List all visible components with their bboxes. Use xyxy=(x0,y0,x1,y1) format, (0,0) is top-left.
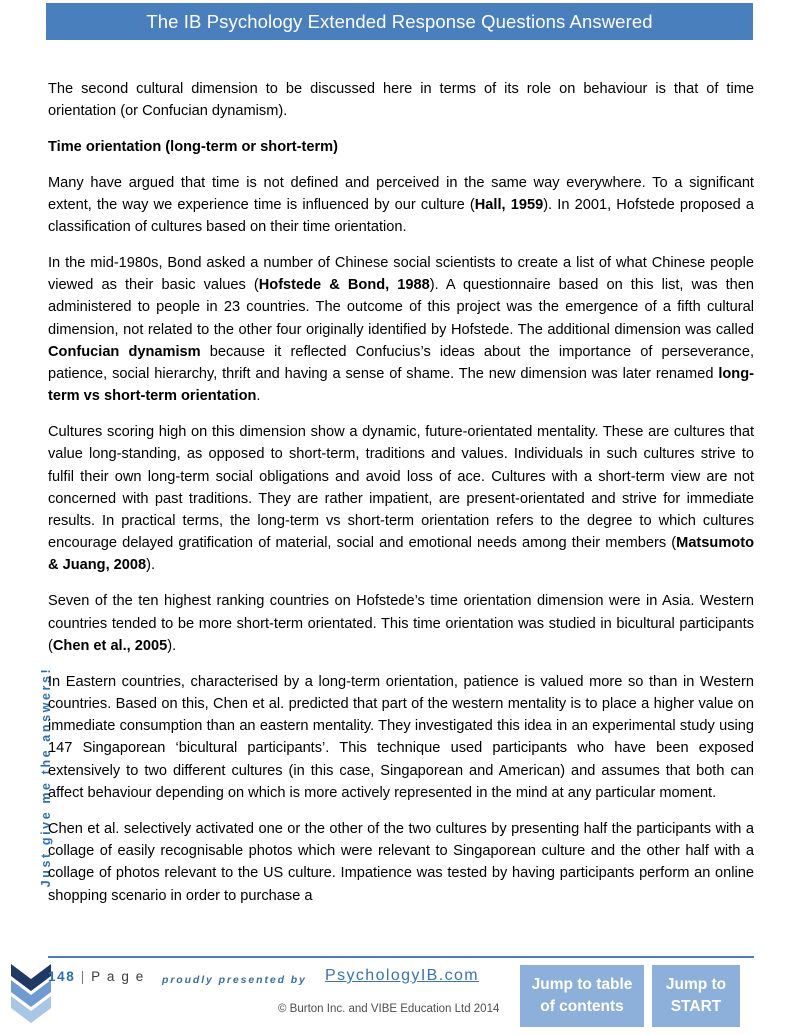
body-paragraph xyxy=(48,818,754,907)
body-paragraph xyxy=(48,421,754,576)
page-title: The IB Psychology Extended Response Questions Answered xyxy=(146,10,653,32)
emphasis-citation: Chen et al., 2005 xyxy=(52,637,168,654)
page-number-separator: | xyxy=(80,969,86,984)
header-banner xyxy=(46,3,753,40)
body-paragraph xyxy=(48,590,754,657)
text-run: In Eastern countries, characterised by a long-term orientation, patience is valued more so than in Western countries. Based on this, Chen et al. predicted that part of the western mentality is to place a higher value on immediate consumption than an eastern mentality. They investigated this idea in an experimental study using 147 Singaporean ‘bicultural participants’. This technique used participants who have been exposed extensively to two different cultures (in this case, Singaporean and American) and assumes that both can affect behaviour depending on which is more actively represented in the mind at any particular moment. xyxy=(48,673,754,801)
body-paragraph xyxy=(48,252,754,407)
document-body xyxy=(48,78,754,921)
body-paragraph xyxy=(48,671,754,804)
text-run: . xyxy=(256,388,261,405)
presented-by-label: proudly presented by xyxy=(162,974,307,986)
text-run: Chen et al. selectively activated one or the other of the two cultures by presenting half the participants with a collage of easily recognisable photos which were relevant to Singaporean culture and the other half with a collage of photos relevant to the US culture. Impatience was tested by having participants perform an online shopping scenario in order to purchase a xyxy=(48,820,754,904)
text-run: The second cultural dimension to be discussed here in terms of its role on behaviour is that of time orientation (or Confucian dynamism). xyxy=(48,81,754,120)
emphasis-citation: Hall, 1959 xyxy=(474,196,544,213)
text-run: because it reflected Confucius’s ideas about the importance of perseverance, patience, social hierarchy, thrift and having a sense of shame. The new dimension was later renamed xyxy=(48,343,754,382)
text-run: Cultures scoring high on this dimension show a dynamic, future-orientated mentality. These are cultures that value long-standing, as opposed to short-term, traditions and values. Individuals in such cultures strive to fulfil their own long-term social obligations and avoid loss of ace. Cultures with a short-term view are not concerned with past traditions. They are rather impatient, are present-orientated and strive for immediate results. In practical terms, the long-term vs short-term orientation refers to the degree to which cultures encourage delayed gratification of material, social and emotional needs among their members ( xyxy=(48,424,754,552)
page-number xyxy=(48,969,145,984)
text-run: ). A questionnaire based on this list, was then administered to people in 23 countries. The outcome of this project was the emergence of a fifth cultural dimension, not related to the other four originally identified by Hofstede. The additional dimension was called xyxy=(48,277,754,338)
jump-start-line2: START xyxy=(670,998,722,1015)
section-subheading xyxy=(48,136,754,158)
copyright-text: © Burton Inc. and VIBE Education Ltd 2014 xyxy=(278,1003,500,1015)
jump-toc-line2: of contents xyxy=(540,998,624,1015)
jump-to-start-button[interactable] xyxy=(652,965,740,1027)
footer-divider xyxy=(48,956,754,958)
text-run: In the mid-1980s, Bond asked a number of Chinese social scientists to create a list of what Chinese people viewed as their basic values ( xyxy=(48,255,754,294)
jump-to-table-of-contents-button[interactable] xyxy=(520,965,644,1027)
page-number-value: 148 xyxy=(48,969,76,984)
body-paragraph xyxy=(48,172,754,239)
jump-toc-line1: Jump to table xyxy=(531,975,633,993)
body-paragraph xyxy=(48,78,754,122)
emphasis-citation: Time orientation (long-term or short-term) xyxy=(48,139,338,156)
text-run: Seven of the ten highest ranking countries on Hofstede’s time orientation dimension were in Asia. Western countries tended to be more short-term orientated. This time orientation was studied in bicultural participants ( xyxy=(48,593,754,654)
text-run: ). In 2001, Hofstede proposed a classification of cultures based on their time orientation. xyxy=(48,196,754,235)
emphasis-citation: Matsumoto & Juang, 2008 xyxy=(48,535,754,574)
jump-start-line1: Jump to xyxy=(665,975,727,993)
text-run: ). xyxy=(146,557,156,574)
text-run: ). xyxy=(167,637,177,654)
text-run: Many have argued that time is not defined and perceived in the same way everywhere. To a significant extent, the way we experience time is influenced by our culture ( xyxy=(48,174,754,213)
emphasis-citation: Confucian dynamism xyxy=(48,343,201,360)
psychologyib-link[interactable]: PsychologyIB.com xyxy=(325,967,480,984)
emphasis-citation: Hofstede & Bond, 1988 xyxy=(258,277,430,294)
emphasis-citation: long-term vs short-term orientation xyxy=(48,365,754,405)
side-tagline: Just give me the answers! xyxy=(39,666,53,888)
page-number-label: P a g e xyxy=(91,969,145,984)
